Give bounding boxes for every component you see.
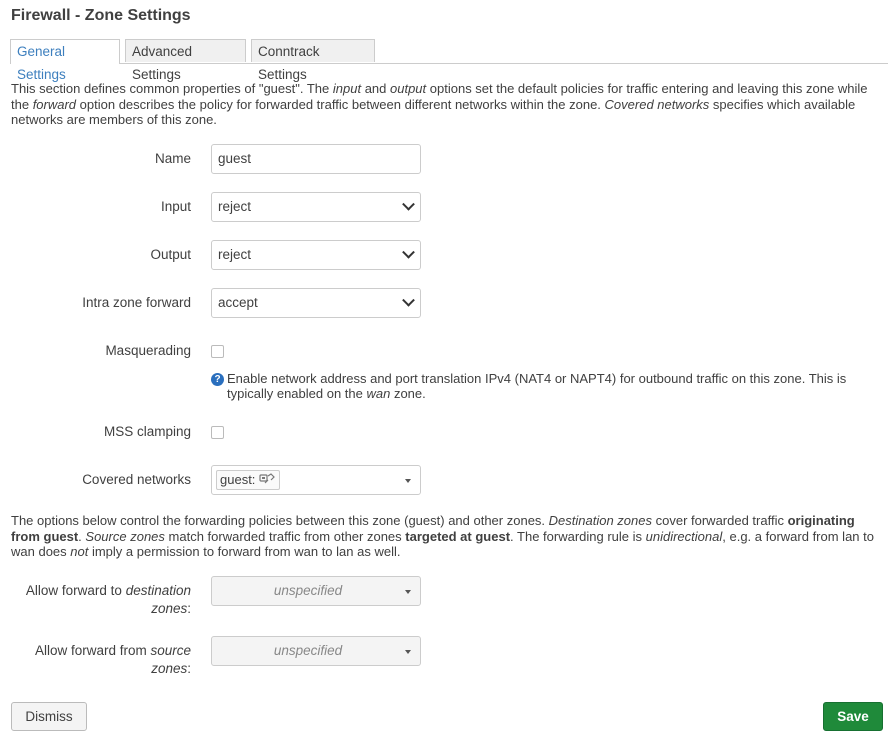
tab-conntrack-settings[interactable]: Conntrack Settings	[251, 39, 375, 62]
network-chip-guest[interactable]	[216, 470, 280, 490]
forwarding-description: The options below control the forwarding policies between this zone (guest) and other zones. Destination zones cover forwarded traffic originating from guest. Source zones match forwarded traffic from other zones targeted at guest. The forwarding rule is unidirectional, e.g. a forward from lan to wan does not imply a permission to forward from wan to lan as well.	[11, 513, 874, 559]
intra-zone-forward-select[interactable]	[211, 288, 421, 318]
masquerading-checkbox[interactable]	[211, 345, 224, 358]
input-policy-label: Input	[160, 199, 191, 214]
name-input[interactable]: guest	[211, 144, 421, 174]
output-policy-select[interactable]	[211, 240, 421, 270]
question-circle-icon: ?	[211, 373, 224, 386]
output-policy-value: reject	[218, 247, 252, 262]
caret-down-icon	[405, 590, 411, 594]
covered-networks-label: Covered networks	[82, 472, 191, 487]
masquerading-label: Masquerading	[105, 343, 191, 358]
save-button[interactable]: Save	[823, 702, 883, 731]
chevron-down-icon	[402, 246, 415, 259]
tab-general-settings[interactable]: General Settings	[10, 39, 120, 64]
masquerading-help	[211, 369, 871, 402]
name-label: Name	[154, 151, 191, 166]
section-description: This section defines common properties of "guest". The input and output options set the default policies for traffic entering and leaving this zone while the forward option describes the policy for forwarded traffic between different networks within the zone. Covered networks specifies which available networks are members of this zone.	[11, 81, 868, 127]
forward-to-placeholder: unspecified	[273, 583, 343, 598]
forward-to-label: Allow forward to destination zones:	[25, 583, 191, 616]
caret-down-icon	[405, 650, 411, 654]
network-chip-label: guest:	[220, 472, 256, 487]
covered-networks-dropdown[interactable]	[211, 465, 421, 495]
mss-clamping-checkbox[interactable]	[211, 426, 224, 439]
input-policy-value: reject	[218, 199, 252, 214]
input-policy-select[interactable]	[211, 192, 421, 222]
forward-from-placeholder: unspecified	[273, 643, 343, 658]
forward-from-label: Allow forward from source zones:	[34, 643, 191, 676]
tab-advanced-settings[interactable]: Advanced Settings	[125, 39, 246, 62]
output-policy-label: Output	[150, 247, 191, 262]
chevron-down-icon	[402, 294, 415, 307]
caret-down-icon	[405, 479, 411, 483]
dismiss-button[interactable]: Dismiss	[11, 702, 87, 731]
mss-clamping-label: MSS clamping	[103, 424, 191, 439]
tab-bar	[10, 39, 888, 82]
chevron-down-icon	[402, 198, 415, 211]
page-title: Firewall - Zone Settings	[11, 7, 191, 24]
intra-zone-forward-label: Intra zone forward	[82, 295, 191, 310]
masquerading-help-text: Enable network address and port translation IPv4 (NAT4 or NAPT4) for outbound traffic on this zone. This is typically enabled on the wan zone.	[227, 370, 847, 401]
network-ethernet-icon	[259, 472, 275, 490]
forward-from-dropdown[interactable]	[211, 636, 421, 666]
forward-to-dropdown[interactable]	[211, 576, 421, 606]
intra-zone-forward-value: accept	[218, 295, 258, 310]
